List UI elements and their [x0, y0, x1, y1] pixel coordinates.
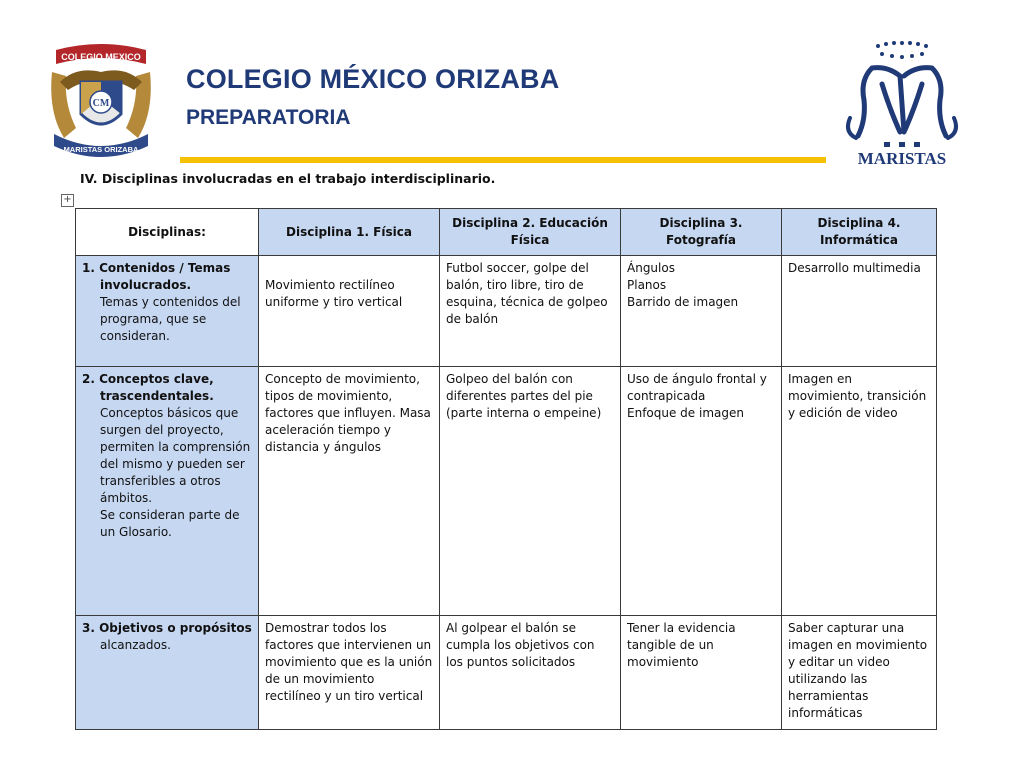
table-cell: Demostrar todos los factores que intervienen un movimiento que es la unión de un movimiento rectilíneo y un tiro vertical	[259, 616, 440, 730]
row-description: Conceptos básicos que surgen del proyecto, permiten la comprensión del mismo y pueden ser transferibles a otros ámbitos. Se consideran parte de un Glosario.	[100, 406, 251, 539]
table-cell: Al golpear el balón se cumpla los objetivos con los puntos solicitados	[440, 616, 621, 730]
column-header-fotografia: Disciplina 3. Fotografía	[621, 209, 782, 256]
table-cell: Futbol soccer, golpe del balón, tiro libre, tiro de esquina, técnica de golpeo de balón	[440, 256, 621, 367]
table-row	[76, 367, 937, 616]
section-heading: IV. Disciplinas involucradas en el trabajo interdisciplinario.	[80, 171, 496, 186]
row-title-continuation: trascendentales.	[100, 389, 214, 403]
table-cell: Desarrollo multimedia	[782, 256, 937, 367]
header-divider	[180, 157, 826, 163]
table-move-handle-icon[interactable]: +	[61, 194, 74, 207]
table-cell: Concepto de movimiento, tipos de movimiento, factores que influyen. Masa aceleración tiempo y distancia y ángulos	[259, 367, 440, 616]
row-header-objetivos	[76, 616, 259, 730]
row-title: 3. Objetivos o propósitos	[82, 621, 252, 635]
svg-text:COLEGIO MEXICO: COLEGIO MEXICO	[61, 52, 141, 62]
colegio-mexico-logo	[46, 42, 156, 162]
disciplines-table	[75, 208, 937, 730]
column-header-disciplinas: Disciplinas:	[76, 209, 259, 256]
table-cell: Tener la evidencia tangible de un movimiento	[621, 616, 782, 730]
column-header-educacion-fisica: Disciplina 2. Educación Física	[440, 209, 621, 256]
table-cell: Imagen en movimiento, transición y edición de video	[782, 367, 937, 616]
table-cell: Uso de ángulo frontal y contrapicada Enfoque de imagen	[621, 367, 782, 616]
page-subtitle: PREPARATORIA	[186, 106, 351, 129]
column-header-fisica: Disciplina 1. Física	[259, 209, 440, 256]
row-description: Temas y contenidos del programa, que se consideran.	[100, 295, 241, 343]
table-cell: Movimiento rectilíneo uniforme y tiro vertical	[259, 256, 440, 367]
maristas-logo	[842, 40, 972, 168]
row-title-continuation: involucrados.	[100, 278, 192, 292]
row-header-conceptos	[76, 367, 259, 616]
table-cell: Ángulos Planos Barrido de imagen	[621, 256, 782, 367]
column-header-informatica: Disciplina 4. Informática	[782, 209, 937, 256]
svg-text:MARISTAS ORIZABA: MARISTAS ORIZABA	[63, 145, 139, 154]
row-description: alcanzados.	[100, 638, 171, 652]
row-header-contenidos	[76, 256, 259, 367]
table-cell: Saber capturar una imagen en movimiento y editar un video utilizando las herramientas informáticas	[782, 616, 937, 730]
svg-text:MARISTAS: MARISTAS	[857, 149, 947, 168]
page-title: COLEGIO MÉXICO ORIZABA	[186, 64, 560, 94]
table-header-row	[76, 209, 937, 256]
row-title: 1. Contenidos / Temas	[82, 261, 231, 275]
svg-text:CM: CM	[92, 98, 110, 109]
table-row	[76, 616, 937, 730]
table-row	[76, 256, 937, 367]
table-cell: Golpeo del balón con diferentes partes del pie (parte interna o empeine)	[440, 367, 621, 616]
row-title: 2. Conceptos clave,	[82, 372, 214, 386]
